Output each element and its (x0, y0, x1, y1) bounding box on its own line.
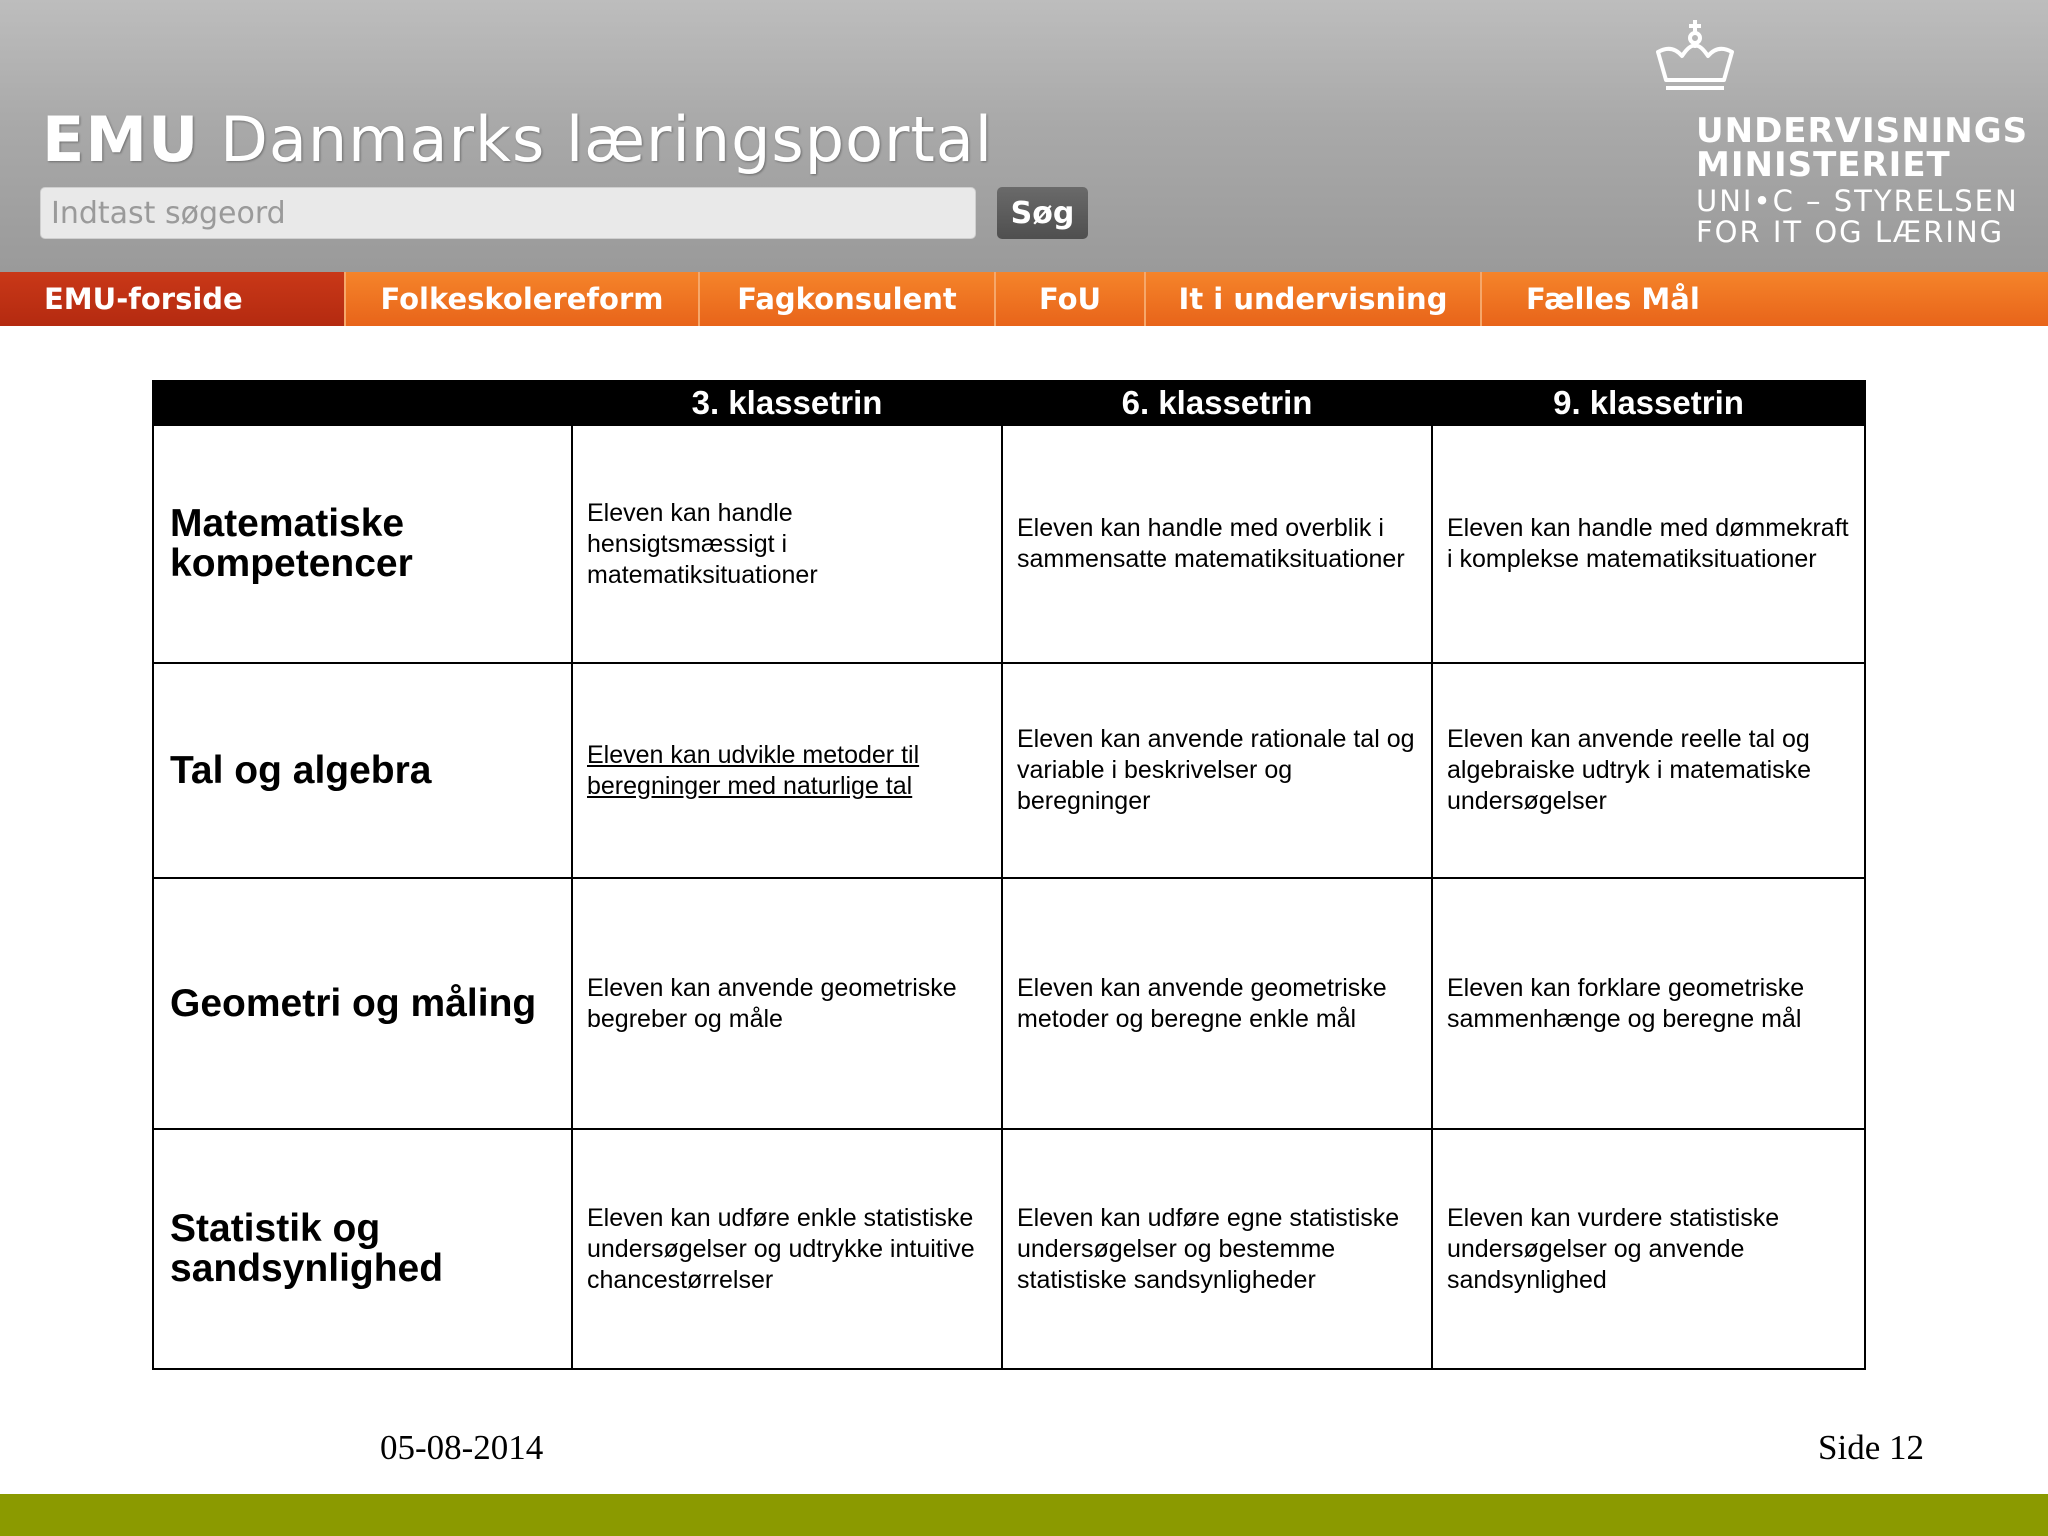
table-cell: Eleven kan anvende geometriske metoder og beregne enkle mål (1002, 878, 1432, 1129)
table-cell: Eleven kan anvende rationale tal og variable i beskrivelser og beregninger (1002, 663, 1432, 878)
table-cell (572, 663, 1002, 878)
table-row (153, 663, 1865, 878)
ministry-line-3: UNI•C – STYRELSEN (1696, 184, 2019, 218)
crown-icon (1650, 18, 1740, 98)
row-header: Tal og algebra (153, 663, 572, 878)
table-cell: Eleven kan forklare geometriske sammenhænge og beregne mål (1432, 878, 1865, 1129)
header-empty-cell (153, 381, 572, 425)
cell-link[interactable]: Eleven kan udvikle metoder til beregninger med naturlige tal (587, 740, 920, 800)
table-cell: Eleven kan anvende reelle tal og algebraiske udtryk i matematiske undersøgelser (1432, 663, 1865, 878)
table-cell: Eleven kan handle med dømmekraft i komplekse matematiksituationer (1432, 425, 1865, 663)
row-header: Statistik og sandsynlighed (153, 1129, 572, 1369)
footer-date: 05-08-2014 (380, 1428, 544, 1467)
nav-it-i-undervisning[interactable]: It i undervisning (1146, 272, 1482, 326)
table-cell: Eleven kan udføre egne statistiske undersøgelser og bestemme statistiske sandsynligheder (1002, 1129, 1432, 1369)
goals-table (152, 380, 1866, 1370)
row-header: Matematiske kompetencer (153, 425, 572, 663)
column-header: 9. klassetrin (1432, 381, 1865, 425)
page-number: Side 12 (1818, 1428, 1924, 1467)
ministry-logo-text (1696, 111, 2036, 249)
table-cell: Eleven kan handle hensigtsmæssigt i matematiksituationer (572, 425, 1002, 663)
nav-fou[interactable]: FoU (996, 272, 1146, 326)
footer-bar (0, 1494, 2048, 1536)
table-cell: Eleven kan handle med overblik i sammensatte matematiksituationer (1002, 425, 1432, 663)
ministry-line-2: MINISTERIET (1696, 145, 1951, 185)
search-input[interactable] (40, 187, 976, 239)
table-row (153, 878, 1865, 1129)
table-cell: Eleven kan anvende geometriske begreber og måle (572, 878, 1002, 1129)
table-header-row (153, 381, 1865, 425)
nav-folkeskolereform[interactable]: Folkeskolereform (346, 272, 700, 326)
table-row (153, 425, 1865, 663)
table-cell: Eleven kan udføre enkle statistiske undersøgelser og udtrykke intuitive chancestørrelser (572, 1129, 1002, 1369)
row-header: Geometri og måling (153, 878, 572, 1129)
main-nav (0, 272, 2048, 326)
brand-name: EMU (42, 103, 200, 176)
column-header: 3. klassetrin (572, 381, 1002, 425)
nav-emu-forside[interactable]: EMU-forside (0, 272, 346, 326)
site-title[interactable] (42, 96, 993, 184)
site-subtitle: Danmarks læringsportal (220, 103, 994, 176)
nav-faelles-maal[interactable]: Fælles Mål (1526, 282, 1700, 316)
table-cell: Eleven kan vurdere statistiske undersøgelser og anvende sandsynlighed (1432, 1129, 1865, 1369)
ministry-line-1: UNDERVISNINGS (1696, 111, 2029, 151)
ministry-line-4: FOR IT OG LÆRING (1696, 215, 2005, 249)
column-header: 6. klassetrin (1002, 381, 1432, 425)
site-header (0, 0, 2048, 272)
search-button[interactable]: Søg (997, 187, 1088, 239)
nav-fagkonsulent[interactable]: Fagkonsulent (700, 272, 996, 326)
table-row (153, 1129, 1865, 1369)
